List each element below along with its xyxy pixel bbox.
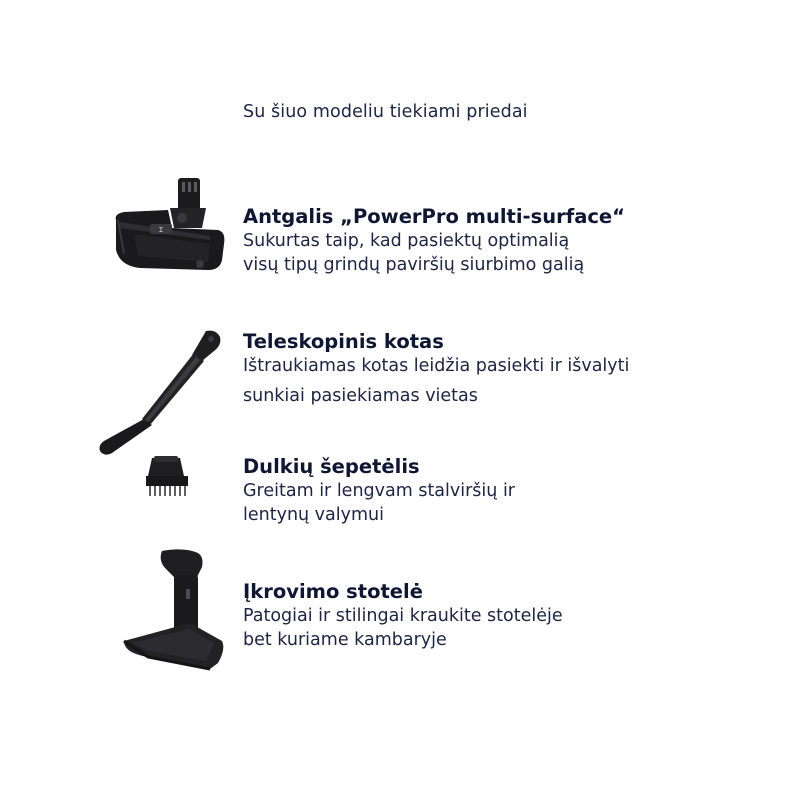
item-dusting-brush xyxy=(243,455,515,527)
desc-line: Patogiai ir stilingai kraukite stotelėje xyxy=(243,606,563,626)
item-title: Dulkių šepetėlis xyxy=(243,455,420,478)
desc-line: visų tipų grindų paviršių siurbimo galią xyxy=(243,255,585,275)
desc-line: lentynų valymui xyxy=(243,505,384,525)
telescopic-tube-icon xyxy=(90,325,230,465)
item-description xyxy=(243,229,625,277)
desc-line: Ištraukiamas kotas leidžia pasiekti ir išvalyti xyxy=(243,356,630,376)
item-title: Įkrovimo stotelė xyxy=(243,580,423,603)
desc-line: sunkiai pasiekiamas vietas xyxy=(243,386,478,406)
desc-line: Sukurtas taip, kad pasiektų optimalią xyxy=(243,231,570,251)
intro-heading: Su šiuo modeliu tiekiami priedai xyxy=(243,102,528,122)
item-floor-nozzle xyxy=(243,205,625,277)
desc-line: Greitam ir lengvam stalviršių ir xyxy=(243,481,516,501)
charging-dock-icon xyxy=(118,545,228,675)
item-description xyxy=(243,354,629,408)
desc-line: bet kuriame kambaryje xyxy=(243,630,447,650)
dusting-brush-icon xyxy=(140,452,200,502)
svg-text:Σ: Σ xyxy=(158,226,164,234)
item-charging-dock xyxy=(243,580,563,652)
item-telescopic-tube xyxy=(243,330,629,408)
item-description xyxy=(243,604,563,652)
floor-nozzle-icon xyxy=(110,170,230,280)
item-description xyxy=(243,479,515,527)
item-title: Teleskopinis kotas xyxy=(243,330,444,353)
item-title: Antgalis „PowerPro multi-surface“ xyxy=(243,205,625,228)
